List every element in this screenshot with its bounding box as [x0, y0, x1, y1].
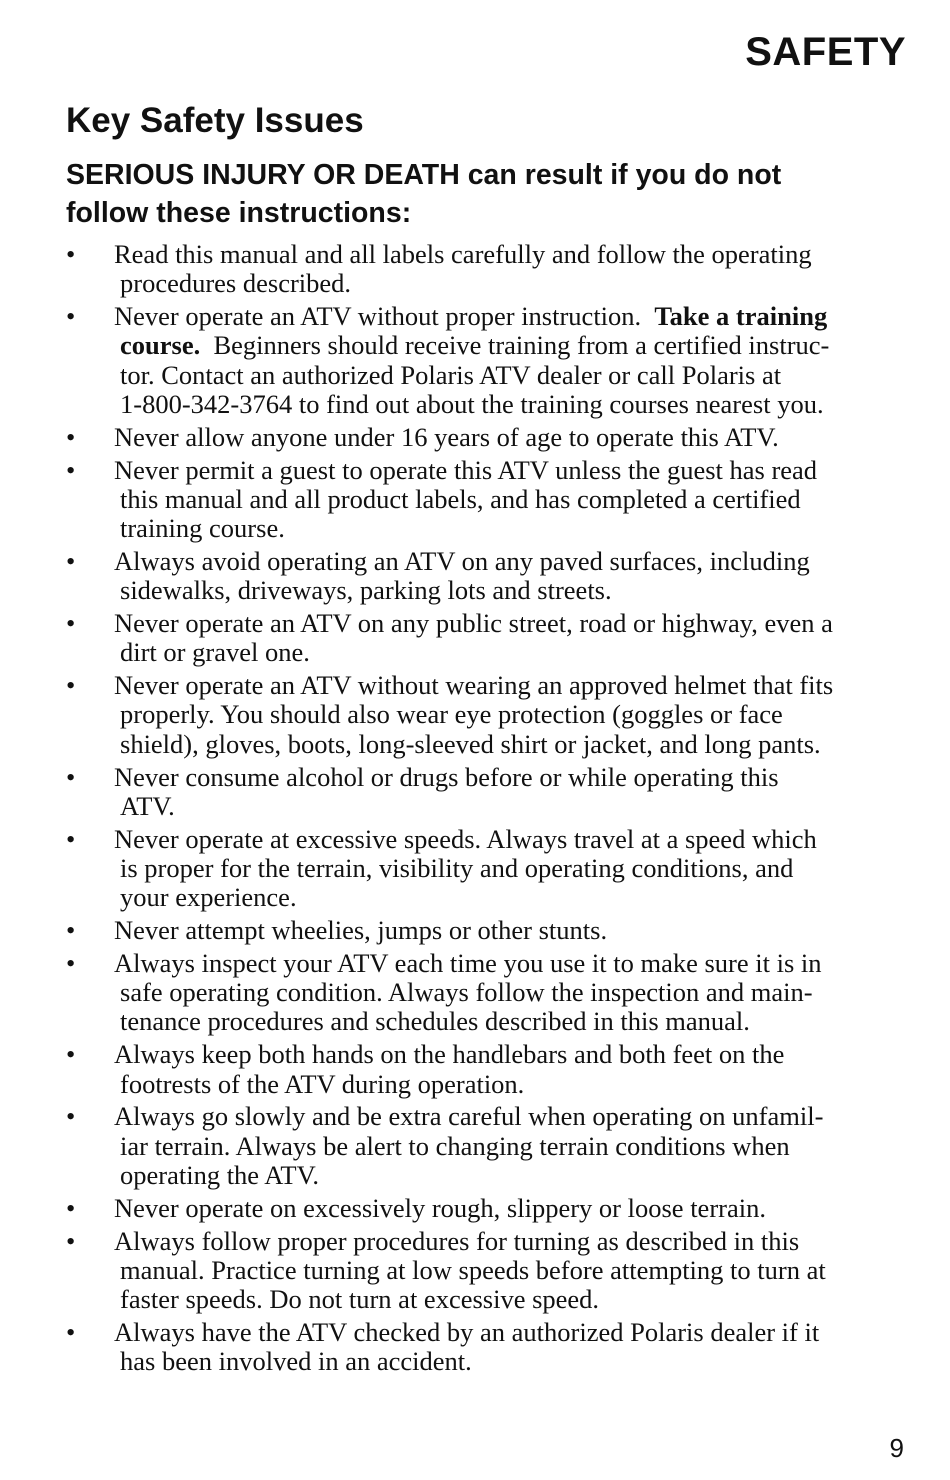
bullet-icon: • — [66, 1316, 76, 1347]
page-title: Key Safety Issues — [66, 101, 364, 140]
bullet-icon: • — [66, 545, 76, 576]
bullet-icon: • — [66, 1225, 76, 1256]
list-item — [66, 240, 912, 299]
bullet-icon: • — [66, 454, 76, 485]
item-line: shield), gloves, boots, long-sleeved shirt or jacket, and long pants. — [120, 728, 821, 759]
item-line: Never attempt wheelies, jumps or other stunts. — [114, 915, 608, 946]
bullet-icon: • — [66, 421, 76, 452]
bullet-icon: • — [66, 823, 76, 854]
list-item — [66, 763, 912, 822]
item-line: Never operate on excessively rough, slippery or loose terrain. — [114, 1192, 766, 1223]
item-line: tor. Contact an authorized Polaris ATV dealer or call Polaris at — [120, 359, 782, 390]
list-item — [66, 671, 912, 759]
item-line: footrests of the ATV during operation. — [120, 1068, 525, 1099]
item-line: has been involved in an accident. — [120, 1346, 472, 1377]
bullet-icon: • — [66, 1192, 76, 1223]
item-line: Always inspect your ATV each time you use it to make sure it is in — [114, 947, 822, 978]
bullet-icon: • — [66, 670, 76, 701]
item-line: Never operate an ATV on any public street, road or highway, even a — [114, 608, 833, 639]
item-line: procedures described. — [120, 268, 352, 299]
item-line: Always follow proper procedures for turning as described in this — [114, 1225, 800, 1256]
item-line: 1-800-342-3764 to find out about the training courses nearest you. — [120, 388, 824, 419]
item-line: training course. — [120, 513, 285, 544]
warning-line-2: follow these instructions: — [66, 197, 412, 229]
bullet-icon: • — [66, 915, 76, 946]
item-line: dirt or gravel one. — [120, 637, 310, 668]
list-item — [66, 1227, 912, 1315]
item-line: this manual and all product labels, and has completed a certified — [120, 483, 801, 514]
item-text: Beginners should receive training from a certified instruc- — [213, 330, 830, 361]
list-item — [66, 825, 912, 913]
list-item — [66, 456, 912, 544]
item-line: sidewalks, driveways, parking lots and streets. — [120, 575, 612, 606]
item-line: is proper for the terrain, visibility and operating conditions, and — [120, 852, 794, 883]
list-item — [66, 1040, 912, 1099]
item-line: Never allow anyone under 16 years of age to operate this ATV. — [114, 421, 779, 452]
bullet-icon: • — [66, 301, 76, 332]
list-item — [66, 547, 912, 606]
item-line: your experience. — [120, 882, 297, 913]
item-line — [114, 331, 912, 360]
list-item — [66, 1194, 912, 1223]
item-line: Always avoid operating an ATV on any paved surfaces, including — [114, 545, 810, 576]
list-item — [66, 949, 912, 1037]
bullet-icon: • — [66, 608, 76, 639]
bullet-icon: • — [66, 947, 76, 978]
training-emphasis-cont: course. — [120, 330, 201, 361]
item-line: safe operating condition. Always follow the inspection and main- — [120, 977, 813, 1008]
bullet-icon: • — [66, 239, 76, 269]
item-line: Never operate an ATV without wearing an approved helmet that fits — [114, 670, 834, 701]
item-line: iar terrain. Always be alert to changing terrain conditions when — [120, 1130, 790, 1161]
item-line: faster speeds. Do not turn at excessive speed. — [120, 1284, 600, 1315]
item-line: properly. You should also wear eye protection (goggles or face — [120, 699, 783, 730]
item-line: Always go slowly and be extra careful when operating on unfamil- — [114, 1101, 824, 1132]
item-line: tenance procedures and schedules described in this manual. — [120, 1006, 750, 1037]
list-item — [66, 1318, 912, 1377]
list-item — [66, 1102, 912, 1190]
item-line: operating the ATV. — [120, 1159, 319, 1190]
list-item — [66, 609, 912, 668]
item-line: Read this manual and all labels carefully and follow the operating — [114, 239, 812, 269]
item-line — [114, 302, 912, 331]
item-line: Always have the ATV checked by an authorized Polaris dealer if it — [114, 1316, 820, 1347]
item-text: Never operate an ATV without proper instruction. — [114, 301, 642, 332]
item-line: ATV. — [120, 790, 175, 821]
content — [66, 100, 912, 1380]
safety-list — [66, 240, 912, 1376]
bullet-icon: • — [66, 1039, 76, 1070]
item-line: Never consume alcohol or drugs before or while operating this — [114, 761, 779, 792]
item-line: Never permit a guest to operate this ATV unless the guest has read — [114, 454, 818, 485]
warning-line-1: SERIOUS INJURY OR DEATH can result if you do not — [66, 159, 782, 191]
item-line: manual. Practice turning at low speeds before attempting to turn at — [120, 1254, 826, 1285]
bullet-icon: • — [66, 1101, 76, 1132]
warning-statement — [66, 156, 912, 232]
section-header: SAFETY — [745, 30, 906, 74]
page-number: 9 — [889, 1433, 904, 1463]
training-emphasis: Take a training — [654, 301, 828, 332]
list-item — [66, 916, 912, 945]
item-line: Never operate at excessive speeds. Always travel at a speed which — [114, 823, 817, 854]
list-item — [66, 423, 912, 452]
bullet-icon: • — [66, 761, 76, 792]
item-line: Always keep both hands on the handlebars and both feet on the — [114, 1039, 785, 1070]
list-item — [66, 302, 912, 419]
